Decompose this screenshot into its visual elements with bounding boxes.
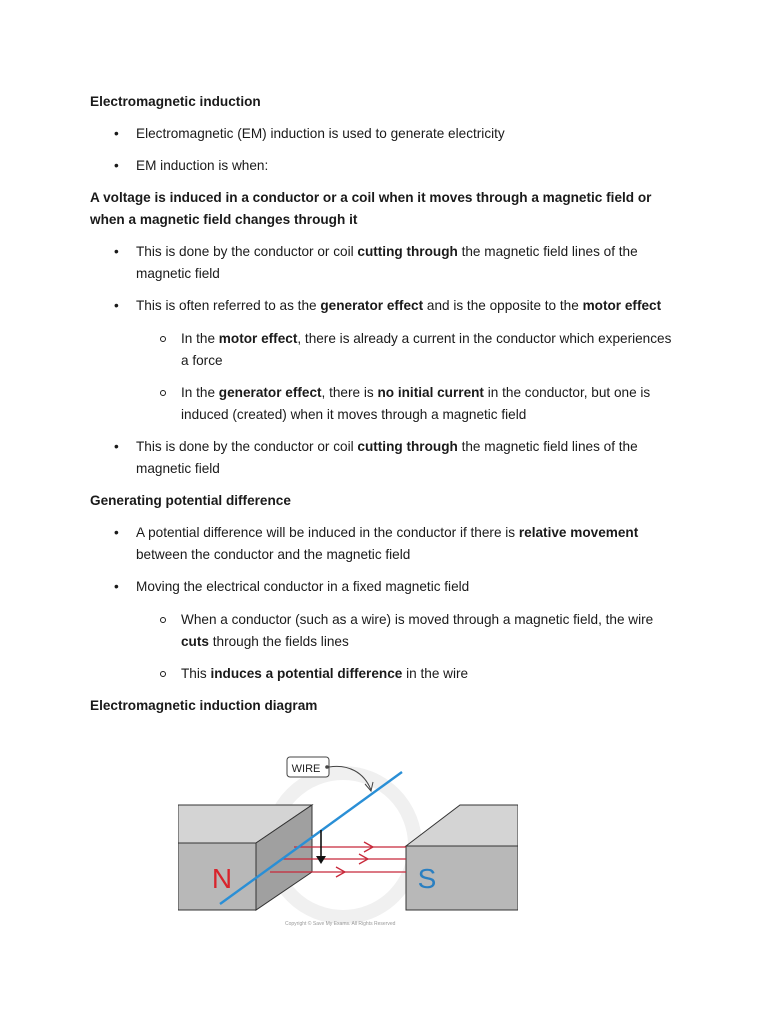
bold-text: motor effect xyxy=(218,331,298,346)
potential-difference-list xyxy=(90,522,680,685)
south-pole-label: S xyxy=(417,863,437,894)
bold-text: cutting through xyxy=(357,439,458,454)
bold-text: no initial current xyxy=(377,385,484,400)
bold-text: cutting through xyxy=(357,244,458,259)
text: In the xyxy=(181,331,219,346)
bullet-text: Electromagnetic (EM) induction is used to generate electricity xyxy=(136,126,505,141)
text: and is the opposite to the xyxy=(423,298,583,313)
section-heading-em-induction: Electromagnetic induction xyxy=(90,94,261,109)
bold-text: generator effect xyxy=(320,298,424,313)
text: through the fields lines xyxy=(208,634,349,649)
text: , there is xyxy=(321,385,378,400)
bold-text: cuts xyxy=(181,634,209,649)
text: When a conductor (such as a wire) is moved through a magnetic field, the wire xyxy=(181,612,654,627)
sub-list-item xyxy=(136,328,680,372)
text: In the xyxy=(181,385,219,400)
list-item xyxy=(90,436,680,480)
list-item xyxy=(90,522,680,566)
list-item xyxy=(90,241,680,285)
em-induction-details-list xyxy=(90,241,680,480)
list-item xyxy=(90,123,680,145)
bold-text: motor effect xyxy=(582,298,662,313)
wire-label: WIRE xyxy=(291,763,321,775)
list-item xyxy=(90,155,680,177)
bullet-text: EM induction is when: xyxy=(136,158,269,173)
text: This xyxy=(181,666,211,681)
sub-list xyxy=(136,609,680,685)
em-induction-list xyxy=(90,123,680,177)
sub-list-item xyxy=(136,609,680,653)
text: This is done by the conductor or coil xyxy=(136,439,358,454)
text: the magnetic field lines of the magnetic field xyxy=(136,244,638,281)
south-magnet xyxy=(406,805,518,910)
list-item xyxy=(90,576,680,685)
list-item xyxy=(90,295,680,426)
sub-list xyxy=(136,328,680,426)
sub-list-item xyxy=(136,663,680,685)
electromagnetic-induction-diagram xyxy=(178,750,518,935)
text: the magnetic field lines of the magnetic field xyxy=(136,439,638,476)
text: This is done by the conductor or coil xyxy=(136,244,358,259)
document-body xyxy=(90,91,680,727)
bold-text: generator effect xyxy=(218,385,322,400)
sub-list-item xyxy=(136,382,680,426)
text: Moving the electrical conductor in a fixed magnetic field xyxy=(136,579,470,594)
section-heading-potential-difference: Generating potential difference xyxy=(90,493,291,508)
text: between the conductor and the magnetic field xyxy=(136,547,411,562)
text: , there is already a current in the conductor which experiences a force xyxy=(181,331,672,368)
copyright-notice: Copyright © Save My Exams. All Rights Reserved xyxy=(285,921,396,927)
south-magnet-top xyxy=(406,805,518,846)
definition-statement: A voltage is induced in a conductor or a coil when it moves through a magnetic field or when a magnetic field changes through it xyxy=(90,190,652,227)
text: A potential difference will be induced in the conductor if there is xyxy=(136,525,519,540)
bold-text: relative movement xyxy=(518,525,639,540)
text: in the wire xyxy=(402,666,469,681)
section-heading-diagram: Electromagnetic induction diagram xyxy=(90,698,318,713)
north-pole-label: N xyxy=(211,863,233,894)
text: This is often referred to as the xyxy=(136,298,321,313)
bold-text: induces a potential difference xyxy=(210,666,403,681)
text: in the conductor, but one is induced (created) when it moves through a magnetic field xyxy=(181,385,651,422)
